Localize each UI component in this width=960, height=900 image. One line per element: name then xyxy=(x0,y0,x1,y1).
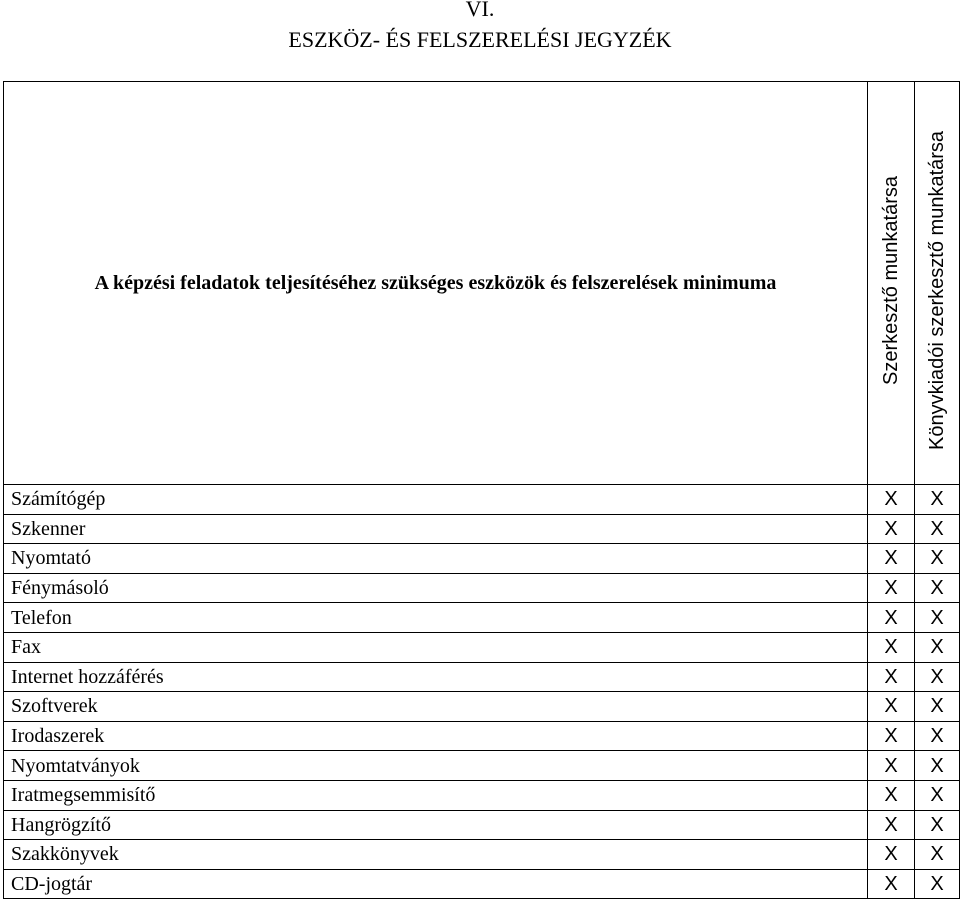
equipment-item-name: Szkenner xyxy=(4,514,868,544)
column-header-book-editor-assistant: Könyvkiadói szerkesztő munkatársa xyxy=(926,130,948,450)
equipment-table xyxy=(3,81,960,899)
section-title: ESZKÖZ- ÉS FELSZERELÉSI JEGYZÉK xyxy=(288,27,672,52)
requirement-mark: X xyxy=(868,514,915,544)
equipment-item-name: Fénymásoló xyxy=(4,573,868,603)
requirement-mark: X xyxy=(868,692,915,722)
table-header-row xyxy=(4,82,960,485)
equipment-item-name: Fax xyxy=(4,632,868,662)
requirement-mark: X xyxy=(868,485,915,515)
table-row xyxy=(4,485,960,515)
requirement-mark: X xyxy=(915,721,960,751)
requirement-mark: X xyxy=(868,840,915,870)
equipment-item-name: Irodaszerek xyxy=(4,721,868,751)
table-row xyxy=(4,751,960,781)
requirement-mark: X xyxy=(868,632,915,662)
equipment-item-name: Telefon xyxy=(4,603,868,633)
section-number: VI. xyxy=(465,0,495,21)
equipment-item-name: Szoftverek xyxy=(4,692,868,722)
requirement-mark: X xyxy=(915,544,960,574)
requirement-mark: X xyxy=(915,514,960,544)
column-header-cell xyxy=(915,82,960,485)
requirement-mark: X xyxy=(868,721,915,751)
column-header-cell xyxy=(868,82,915,485)
requirement-mark: X xyxy=(868,810,915,840)
equipment-item-name: Internet hozzáférés xyxy=(4,662,868,692)
table-row xyxy=(4,544,960,574)
requirement-mark: X xyxy=(915,840,960,870)
requirement-mark: X xyxy=(915,869,960,899)
requirement-mark: X xyxy=(915,780,960,810)
requirement-mark: X xyxy=(915,573,960,603)
requirement-mark: X xyxy=(915,692,960,722)
equipment-item-name: Számítógép xyxy=(4,485,868,515)
table-row xyxy=(4,514,960,544)
table-row xyxy=(4,840,960,870)
table-row xyxy=(4,780,960,810)
equipment-item-name: Szakkönyvek xyxy=(4,840,868,870)
equipment-item-name: Iratmegsemmisítő xyxy=(4,780,868,810)
column-header-editor-assistant: Szerkesztő munkatársa xyxy=(880,176,902,385)
requirement-mark: X xyxy=(868,544,915,574)
requirement-mark: X xyxy=(868,780,915,810)
requirement-mark: X xyxy=(868,573,915,603)
requirement-mark: X xyxy=(915,751,960,781)
table-row xyxy=(4,869,960,899)
requirement-mark: X xyxy=(915,810,960,840)
requirement-mark: X xyxy=(915,632,960,662)
table-row xyxy=(4,603,960,633)
table-row xyxy=(4,662,960,692)
equipment-item-name: Hangrögzítő xyxy=(4,810,868,840)
requirement-mark: X xyxy=(915,603,960,633)
table-row xyxy=(4,721,960,751)
requirement-mark: X xyxy=(868,603,915,633)
equipment-item-name: Nyomtató xyxy=(4,544,868,574)
requirement-mark: X xyxy=(915,662,960,692)
table-row xyxy=(4,632,960,662)
table-row xyxy=(4,810,960,840)
equipment-item-name: CD-jogtár xyxy=(4,869,868,899)
requirement-mark: X xyxy=(868,869,915,899)
requirement-mark: X xyxy=(915,485,960,515)
table-row xyxy=(4,573,960,603)
equipment-item-name: Nyomtatványok xyxy=(4,751,868,781)
table-row xyxy=(4,692,960,722)
table-header-description: A képzési feladatok teljesítéséhez szükséges eszközök és felszerelések minimuma xyxy=(4,82,868,485)
requirement-mark: X xyxy=(868,662,915,692)
requirement-mark: X xyxy=(868,751,915,781)
